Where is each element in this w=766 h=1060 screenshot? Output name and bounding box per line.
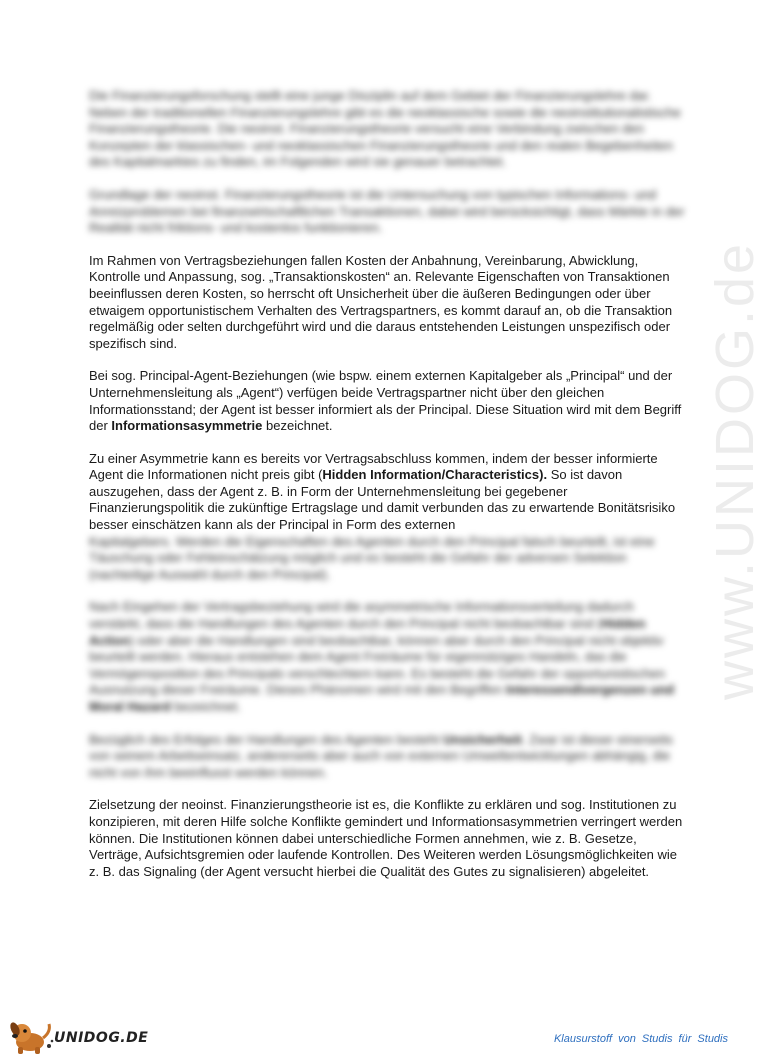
text-run: bezeichnet. <box>170 699 241 714</box>
text-run: Zielsetzung der neoinst. Finanzierungstheorie ist es, die Konflikte zu erklären und sog. Institutionen zu konzipieren, mit deren Hilfe solche Konflikte gemindert und Informationsasymmetrien verringert werden können. Die Institutionen können dabei unterschiedliche Formen annehmen, wie z. B. Gesetze, Verträge, Aufsichtsgremien oder laufende Kontrollen. Des Weiteren werden Lösungsmöglichkeiten wie z. B. das Signaling (der Agent versucht hierbei die Qualität des Gutes zu signalisieren) abgeleitet. <box>89 797 683 879</box>
paragraph-p1 <box>89 88 685 171</box>
text-run: . Zwar ist dieser einerseits von seinem Arbeitseinsatz, andererseits aber auch von externen Umweltentwicklungen abhängig, die nicht von ihm beeinflusst werden können. <box>89 731 673 780</box>
logo-wordmark: UNIDOG.DE <box>54 1030 149 1046</box>
text-run: Bei sog. Principal-Agent-Beziehungen (wie bspw. einem externen Kapitalgeber als „Principal“ und der Unternehmensleitung als „Agent“) verfügen beide Vertragspartner nicht über den gleichen Informationsstand; der Agent ist besser informiert als der Principal. Diese Situation wird mit dem Begriff der <box>89 368 682 434</box>
text-run: Nach Eingehen der Vertragsbeziehung wird die asymmetrische Informationsverteilung dadurch verstärkt, dass die Handlungen des Agenten durch den Principal nicht beobachtbar sind ( <box>89 599 634 632</box>
text-run: Zu einer Asymmetrie kann es bereits vor Vertragsabschluss kommen, indem der besser informierte Agent die Informationen nicht preis gibt ( <box>89 450 658 483</box>
paragraph-p8 <box>89 797 685 880</box>
document-body <box>89 88 685 896</box>
paragraph-p7 <box>89 732 685 782</box>
text-run: ) oder aber die Handlungen sind beobachtbar, können aber durch den Principal nicht objektiv beurteilt werden. Hieraus entstehen dem Agent Freiräume für eigennütziges Handeln, das die Vermögensposition des Principals verschlechtern kann. Es besteht die Gefahr der opportunistischen Ausnutzung dieser Freiräume. Dieses Phänomen wird mit den Begriffen <box>89 632 665 698</box>
paragraph-p6 <box>89 599 685 715</box>
paragraph-p4 <box>89 368 685 434</box>
text-run: Bezüglich des Erfolges der Handlungen des Agenten besteht <box>89 731 444 747</box>
text-run: Die Finanzierungsforschung stellt eine junge Disziplin auf dem Gebiet der Finanzierungslehre dar. Neben der traditionellen Finanzierungslehre gibt es die neoklassische sowie die neoinstitutionalistische Finanzierungstheorie. Die neoinst. Finanzierungstheorie versucht eine Verbindung zwischen den Konzepten der klassischen- und neoklassischen Finanzierungstheorie und den realen Begebenheiten des Kapitalmarktes zu finden, im Folgenden wird sie genauer betrachtet. <box>89 88 681 170</box>
bold-term: Interessendivergenzen und Moral Hazard <box>89 682 675 714</box>
watermark: www.UNIDOG.de <box>705 240 765 700</box>
bold-term: Hidden Action <box>89 616 646 648</box>
bold-term: Unsicherheit <box>443 731 522 747</box>
paragraph-p3 <box>89 253 685 353</box>
text-run: Grundlage der neoinst. Finanzierungstheorie ist die Untersuchung von typischen Informations- und Anreizproblemen bei finanzwirtschaftlichen Transaktionen, dabei wird berücksichtigt, dass Märkte in der Realität nicht friktions- und kostenlos funktionieren. <box>89 186 685 236</box>
footer-tagline: Klausurstoff von Studis für Studis <box>553 1033 728 1045</box>
text-run: bezeichnet. <box>262 418 333 434</box>
paragraph-p5 <box>89 451 685 534</box>
text-run: Kapitalgebers. Werden die Eigenschaften des Agenten durch den Principal falsch beurteilt, ist eine Täuschung oder Fehleinschätzung möglich und es besteht die Gefahr der adversen Selektion (nachteilige Auswahl durch den Principal). <box>89 533 655 582</box>
text-run: Im Rahmen von Vertragsbeziehungen fallen Kosten der Anbahnung, Vereinbarung, Abwicklung, Kontrolle und Anpassung, sog. „Transaktionskosten“ an. Relevante Eigenschaften von Transaktionen beeinflussen deren Kosten, so herrscht oft Unsicherheit über die äußeren Bedingungen oder über etwaigem opportunistischem Verhalten des Vertragspartners, es kommt darauf an, ob die Transaktion regelmäßig oder selten durchgeführt wird und die daraus entstehenden Leistungen unspezifisch oder spezifisch sind. <box>89 252 673 351</box>
bold-term: Informationsasymmetrie <box>111 418 263 434</box>
text-run: So ist davon auszugehen, dass der Agent z. B. in Form der Unternehmensleitung bei gegebener Finanzierungspolitik die zukünftige Ertragslage und damit verbunden das zu erwartende Bonitätsrisiko besser einschätzen kann als der Principal in Form des externen <box>89 467 676 533</box>
paragraph-p5b <box>89 534 685 584</box>
paragraph-p2 <box>89 187 685 237</box>
bold-term: Hidden Information/Characteristics). <box>322 467 548 483</box>
